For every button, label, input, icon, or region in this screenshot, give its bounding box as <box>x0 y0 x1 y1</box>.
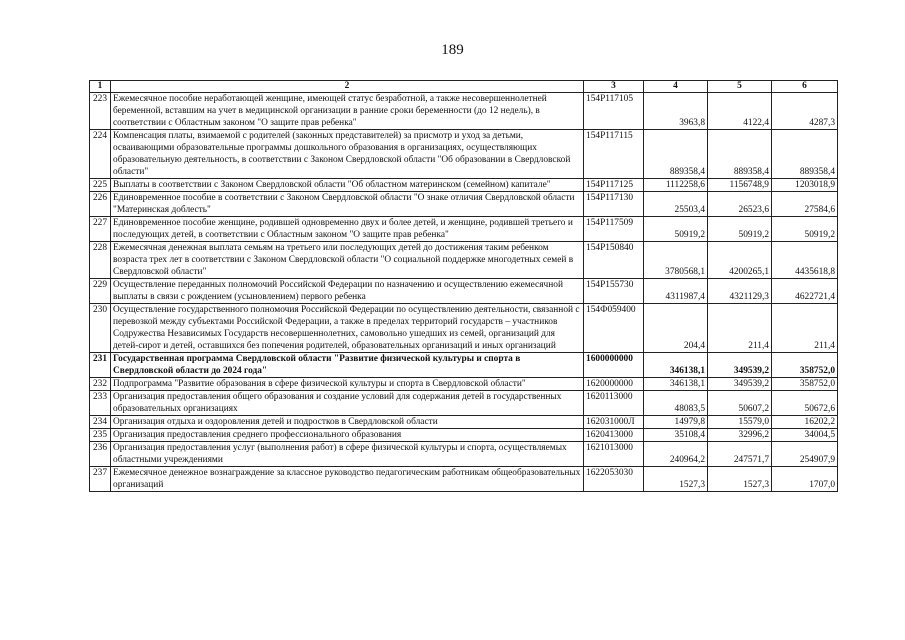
table-row <box>90 279 838 304</box>
code-cell: 1620413000 <box>584 429 644 442</box>
description-cell: Осуществление государственного полномочия Российской Федерации по осуществлению деятельности, связанной с перевозкой между субъектами Российской Федерации, а также в пределах территорий государств – участников Содружества Независимых Государств несовершеннолетних, самовольно ушедших из семей, организаций для детей-сирот и детей, оставшихся без попечения родителей, образовательных организаций и иных организаций <box>111 304 584 353</box>
table-row <box>90 442 838 467</box>
row-number-cell: 232 <box>90 378 111 391</box>
row-number-cell: 234 <box>90 416 111 429</box>
row-number-cell: 227 <box>90 217 111 242</box>
column-header: 5 <box>708 81 772 93</box>
value-col6-cell: 16202,2 <box>772 416 838 429</box>
code-cell: 154Р117115 <box>584 130 644 179</box>
table-row <box>90 416 838 429</box>
table-header-row <box>90 81 838 93</box>
value-col4-cell: 346138,1 <box>644 353 708 378</box>
table-row <box>90 130 838 179</box>
value-col5-cell: 247571,7 <box>708 442 772 467</box>
description-cell: Организация предоставления среднего профессионального образования <box>111 429 584 442</box>
value-col6-cell: 254907,9 <box>772 442 838 467</box>
value-col6-cell: 211,4 <box>772 304 838 353</box>
table-row <box>90 179 838 192</box>
table-row <box>90 93 838 130</box>
description-cell: Ежемесячное пособие неработающей женщине, имеющей статус безработной, а также несовершеннолетней беременной, вставшим на учет в медицинской организации в ранние сроки беременности (до 12 недель), в соответствии с Областным законом "О защите прав ребенка" <box>111 93 584 130</box>
description-cell: Осуществление переданных полномочий Российской Федерации по назначению и осуществлению ежемесячной выплаты в связи с рождением (усыновлением) первого ребенка <box>111 279 584 304</box>
column-header: 4 <box>644 81 708 93</box>
value-col4-cell: 35108,4 <box>644 429 708 442</box>
description-cell: Единовременное пособие женщине, родившей одновременно двух и более детей, и женщине, родившей третьего и последующих детей, в соответствии с Областным законом "О защите прав ребенка" <box>111 217 584 242</box>
row-number-cell: 228 <box>90 242 111 279</box>
value-col4-cell: 14979,8 <box>644 416 708 429</box>
code-cell: 154Р117509 <box>584 217 644 242</box>
row-number-cell: 237 <box>90 467 111 492</box>
code-cell: 154Р155730 <box>584 279 644 304</box>
value-col5-cell: 211,4 <box>708 304 772 353</box>
value-col5-cell: 1527,3 <box>708 467 772 492</box>
row-number-cell: 225 <box>90 179 111 192</box>
code-cell: 154Р117125 <box>584 179 644 192</box>
table-row <box>90 304 838 353</box>
table-row <box>90 467 838 492</box>
description-cell: Организация предоставления услуг (выполнения работ) в сфере физической культуры и спорта, осуществляемых областными учреждениями <box>111 442 584 467</box>
row-number-cell: 226 <box>90 192 111 217</box>
column-header: 6 <box>772 81 838 93</box>
value-col5-cell: 1156748,9 <box>708 179 772 192</box>
value-col6-cell: 1707,0 <box>772 467 838 492</box>
value-col6-cell: 50672,6 <box>772 391 838 416</box>
value-col5-cell: 889358,4 <box>708 130 772 179</box>
code-cell: 154Р117105 <box>584 93 644 130</box>
value-col4-cell: 3780568,1 <box>644 242 708 279</box>
column-header: 2 <box>111 81 584 93</box>
table-row <box>90 242 838 279</box>
table-row <box>90 378 838 391</box>
row-number-cell: 236 <box>90 442 111 467</box>
value-col5-cell: 50919,2 <box>708 217 772 242</box>
value-col6-cell: 889358,4 <box>772 130 838 179</box>
table-row <box>90 353 838 378</box>
table-row <box>90 391 838 416</box>
code-cell: 1600000000 <box>584 353 644 378</box>
table-row <box>90 429 838 442</box>
column-header: 1 <box>90 81 111 93</box>
row-number-cell: 233 <box>90 391 111 416</box>
value-col6-cell: 4287,3 <box>772 93 838 130</box>
code-cell: 1621013000 <box>584 442 644 467</box>
value-col5-cell: 15579,0 <box>708 416 772 429</box>
value-col6-cell: 4622721,4 <box>772 279 838 304</box>
value-col5-cell: 349539,2 <box>708 353 772 378</box>
value-col5-cell: 4122,4 <box>708 93 772 130</box>
description-cell: Выплаты в соответствии с Законом Свердловской области "Об областном материнском (семейном) капитале" <box>111 179 584 192</box>
description-cell: Подпрограмма "Развитие образования в сфере физической культуры и спорта в Свердловской области" <box>111 378 584 391</box>
row-number-cell: 223 <box>90 93 111 130</box>
description-cell: Государственная программа Свердловской области "Развитие физической культуры и спорта в Свердловской области до 2024 года" <box>111 353 584 378</box>
value-col5-cell: 50607,2 <box>708 391 772 416</box>
value-col4-cell: 4311987,4 <box>644 279 708 304</box>
value-col4-cell: 25503,4 <box>644 192 708 217</box>
value-col4-cell: 1112258,6 <box>644 179 708 192</box>
code-cell: 1620000000 <box>584 378 644 391</box>
value-col4-cell: 50919,2 <box>644 217 708 242</box>
value-col5-cell: 26523,6 <box>708 192 772 217</box>
value-col6-cell: 1203018,9 <box>772 179 838 192</box>
value-col5-cell: 349539,2 <box>708 378 772 391</box>
description-cell: Ежемесячная денежная выплата семьям на третьего или последующих детей до достижения таким ребенком возраста трех лет в соответствии с Законом Свердловской области "О социальной поддержке многодетных семей в Свердловской области" <box>111 242 584 279</box>
row-number-cell: 224 <box>90 130 111 179</box>
row-number-cell: 231 <box>90 353 111 378</box>
value-col4-cell: 3963,8 <box>644 93 708 130</box>
value-col6-cell: 358752,0 <box>772 378 838 391</box>
value-col5-cell: 4321129,3 <box>708 279 772 304</box>
value-col4-cell: 346138,1 <box>644 378 708 391</box>
value-col6-cell: 27584,6 <box>772 192 838 217</box>
code-cell: 154Ф059400 <box>584 304 644 353</box>
description-cell: Организация отдыха и оздоровления детей и подростков в Свердловской области <box>111 416 584 429</box>
value-col6-cell: 34004,5 <box>772 429 838 442</box>
code-cell: 162031000Л <box>584 416 644 429</box>
code-cell: 1620113000 <box>584 391 644 416</box>
value-col5-cell: 4200265,1 <box>708 242 772 279</box>
value-col4-cell: 48083,5 <box>644 391 708 416</box>
description-cell: Компенсация платы, взимаемой с родителей (законных представителей) за присмотр и уход за детьми, осваивающими образовательные программы дошкольного образования в организациях, осуществляющих образовательную деятельность, в соответствии с Законом Свердловской области "Об образовании в Свердловской области" <box>111 130 584 179</box>
value-col5-cell: 32996,2 <box>708 429 772 442</box>
budget-table <box>89 80 838 492</box>
value-col4-cell: 889358,4 <box>644 130 708 179</box>
code-cell: 1622053030 <box>584 467 644 492</box>
description-cell: Единовременное пособие в соответствии с Законом Свердловской области "О знаке отличия Свердловской области "Материнская доблесть" <box>111 192 584 217</box>
page-number: 189 <box>441 42 464 58</box>
row-number-cell: 229 <box>90 279 111 304</box>
value-col6-cell: 4435618,8 <box>772 242 838 279</box>
table-row <box>90 192 838 217</box>
code-cell: 154Р117130 <box>584 192 644 217</box>
value-col4-cell: 240964,2 <box>644 442 708 467</box>
table-row <box>90 217 838 242</box>
value-col4-cell: 204,4 <box>644 304 708 353</box>
description-cell: Ежемесячное денежное вознаграждение за классное руководство педагогическим работникам общеобразовательных организаций <box>111 467 584 492</box>
column-header: 3 <box>584 81 644 93</box>
value-col4-cell: 1527,3 <box>644 467 708 492</box>
value-col6-cell: 50919,2 <box>772 217 838 242</box>
value-col6-cell: 358752,0 <box>772 353 838 378</box>
row-number-cell: 235 <box>90 429 111 442</box>
code-cell: 154Р150840 <box>584 242 644 279</box>
description-cell: Организация предоставления общего образования и создание условий для содержания детей в государственных образовательных организациях <box>111 391 584 416</box>
row-number-cell: 230 <box>90 304 111 353</box>
